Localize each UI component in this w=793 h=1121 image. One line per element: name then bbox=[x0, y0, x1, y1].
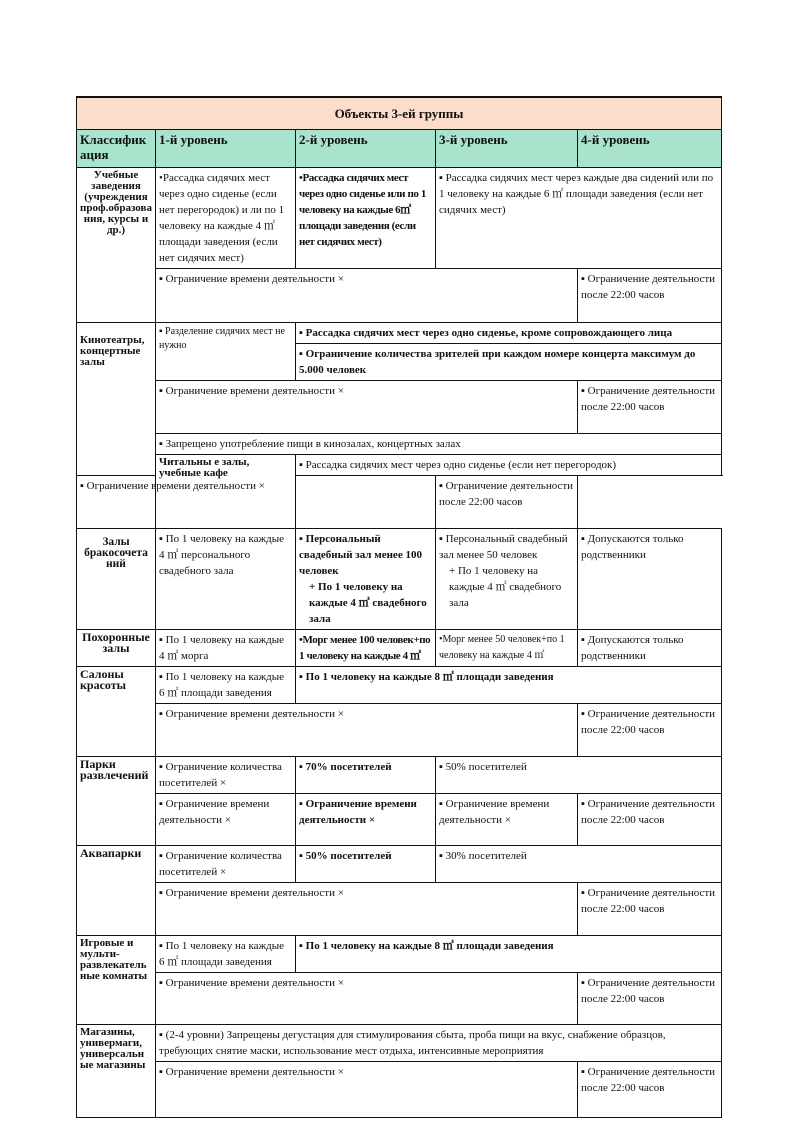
aqua-level-1: ▪ Ограничение количества посетителей × bbox=[156, 846, 296, 883]
shops-time-limit: ▪ Ограничение времени деятельности × bbox=[156, 1062, 578, 1118]
shops-tasting-ban: ▪ (2-4 уровни) Запрещены дегустация для стимулирования сбыта, проба пищи на вкус, снабжение образцов, требующих снятие маски, использование мест отдыха, интенсивные мероприятия bbox=[156, 1025, 722, 1062]
wedding-level-3-density: + По 1 человеку на каждые 4 ㎡ свадебного зала bbox=[449, 565, 562, 609]
cinema-level-1: ▪ Разделение сидячих мест не нужно bbox=[156, 323, 296, 381]
aqua-level-2: ▪ 50% посетителей bbox=[296, 846, 436, 883]
parks-time-level-1: ▪ Ограничение времени деятельности × bbox=[156, 794, 296, 846]
reading-time-limit-level-4: ▪ Ограничение деятельности после 22:00 часов bbox=[436, 476, 578, 529]
wedding-level-2-density: + По 1 человеку на каждые 4 ㎡ свадебного зала bbox=[309, 581, 427, 625]
category-aquaparks: Аквапарки bbox=[77, 846, 156, 936]
cinema-time-limit-level-4: ▪ Ограничение деятельности после 22:00 часов bbox=[578, 381, 722, 434]
aqua-time-limit-level-4: ▪ Ограничение деятельности после 22:00 часов bbox=[578, 883, 722, 936]
header-classification: Классифик ация bbox=[77, 130, 156, 168]
game-time-limit-level-4: ▪ Ограничение деятельности после 22:00 часов bbox=[578, 973, 722, 1025]
category-schools: Учебные заведения (учреждения проф.образова ния, курсы и др.) bbox=[77, 168, 156, 323]
schools-level-1: •Рассадка сидячих мест через одно сиденье (если нет перегородок) и ли по 1 человеку на каждые 4 ㎡ площади заведения (если нет сидячих мест) bbox=[156, 168, 296, 269]
cinema-time-limit: ▪ Ограничение времени деятельности × bbox=[156, 381, 578, 434]
wedding-level-2 bbox=[296, 529, 436, 630]
parks-time-level-4: ▪ Ограничение деятельности после 22:00 часов bbox=[578, 794, 722, 846]
schools-time-limit: ▪ Ограничение времени деятельности × bbox=[156, 269, 578, 323]
category-beauty-salons: Салоны красоты bbox=[77, 667, 156, 757]
parks-level-3-4: ▪ 50% посетителей bbox=[436, 757, 722, 794]
schools-level-3-4: ▪ Рассадка сидячих мест через каждые два сидений или по 1 человеку на каждые 6 ㎡ площади заведения (если нет сидячих мест) bbox=[436, 168, 722, 269]
header-level-2: 2-й уровень bbox=[296, 130, 436, 168]
parks-level-2: ▪ 70% посетителей bbox=[296, 757, 436, 794]
category-wedding-halls: Залы бракосочета ний bbox=[77, 529, 156, 630]
cinema-seating: ▪ Рассадка сидячих мест через одно сиденье, кроме сопровождающего лица bbox=[296, 323, 722, 344]
cinema-food-ban: ▪ Запрещено употребление пищи в кинозалах, концертных залах bbox=[156, 434, 722, 455]
category-game-rooms: Игровые и мульти- развлекатель ные комнаты bbox=[77, 936, 156, 1025]
wedding-level-3-hall: ▪ Персональный свадебный зал менее 50 человек bbox=[439, 533, 568, 561]
cinema-audience-limit: ▪ Ограничение количества зрителей при каждом номере концерта максимум до 5.000 человек bbox=[296, 344, 722, 381]
funeral-level-2: •Морг менее 100 человек+по 1 человеку на каждые 4 ㎡ bbox=[296, 630, 436, 667]
reading-time-limit: ▪ Ограничение времени деятельности × bbox=[77, 476, 436, 529]
funeral-level-3: •Морг менее 50 человек+по 1 человеку на каждые 4 ㎡ bbox=[436, 630, 578, 667]
schools-level-2: •Рассадка сидячих мест через одно сиденье или по 1 человеку на каждые 6㎡ площади заведения (если нет сидячих мест) bbox=[296, 168, 436, 269]
schools-time-limit-level-4: ▪ Ограничение деятельности после 22:00 часов bbox=[578, 269, 722, 323]
game-level-2-4: ▪ По 1 человеку на каждые 8 ㎡ площади заведения bbox=[296, 936, 722, 973]
shops-time-limit-level-4: ▪ Ограничение деятельности после 22:00 часов bbox=[578, 1062, 722, 1118]
category-shops: Магазины, универмаги, универсальн ые магазины bbox=[77, 1025, 156, 1118]
parks-time-level-2: ▪ Ограничение времени деятельности × bbox=[296, 794, 436, 846]
category-cinemas: Кинотеатры, концертные залы bbox=[77, 323, 156, 476]
beauty-time-limit-level-4: ▪ Ограничение деятельности после 22:00 часов bbox=[578, 704, 722, 757]
table-title: Объекты 3-ей группы bbox=[77, 97, 722, 130]
category-funeral-halls: Похоронные залы bbox=[77, 630, 156, 667]
category-reading-rooms: Читальны е залы, учебные кафе bbox=[156, 455, 296, 529]
header-level-1: 1-й уровень bbox=[156, 130, 296, 168]
reading-seating: ▪ Рассадка сидячих мест через одно сиденье (если нет перегородок) bbox=[296, 455, 722, 476]
beauty-time-limit: ▪ Ограничение времени деятельности × bbox=[156, 704, 578, 757]
category-amusement-parks: Парки развлечений bbox=[77, 757, 156, 846]
header-level-4: 4-й уровень bbox=[578, 130, 722, 168]
aqua-time-limit: ▪ Ограничение времени деятельности × bbox=[156, 883, 578, 936]
beauty-level-2-4: ▪ По 1 человеку на каждые 8 ㎡ площади заведения bbox=[296, 667, 722, 704]
game-level-1: ▪ По 1 человеку на каждые 6 ㎡ площади заведения bbox=[156, 936, 296, 973]
parks-time-level-3: ▪ Ограничение времени деятельности × bbox=[436, 794, 578, 846]
parks-level-1: ▪ Ограничение количества посетителей × bbox=[156, 757, 296, 794]
header-level-3: 3-й уровень bbox=[436, 130, 578, 168]
wedding-level-1: ▪ По 1 человеку на каждые 4 ㎡ персонального свадебного зала bbox=[156, 529, 296, 630]
beauty-level-1: ▪ По 1 человеку на каждые 6 ㎡ площади заведения bbox=[156, 667, 296, 704]
wedding-level-4: ▪ Допускаются только родственники bbox=[578, 529, 722, 630]
aqua-level-3-4: ▪ 30% посетителей bbox=[436, 846, 722, 883]
restrictions-table bbox=[76, 96, 722, 1118]
wedding-level-2-hall: ▪ Персональный свадебный зал менее 100 человек bbox=[299, 533, 422, 577]
game-time-limit: ▪ Ограничение времени деятельности × bbox=[156, 973, 578, 1025]
funeral-level-4: ▪ Допускаются только родственники bbox=[578, 630, 722, 667]
funeral-level-1: ▪ По 1 человеку на каждые 4 ㎡ морга bbox=[156, 630, 296, 667]
wedding-level-3 bbox=[436, 529, 578, 630]
